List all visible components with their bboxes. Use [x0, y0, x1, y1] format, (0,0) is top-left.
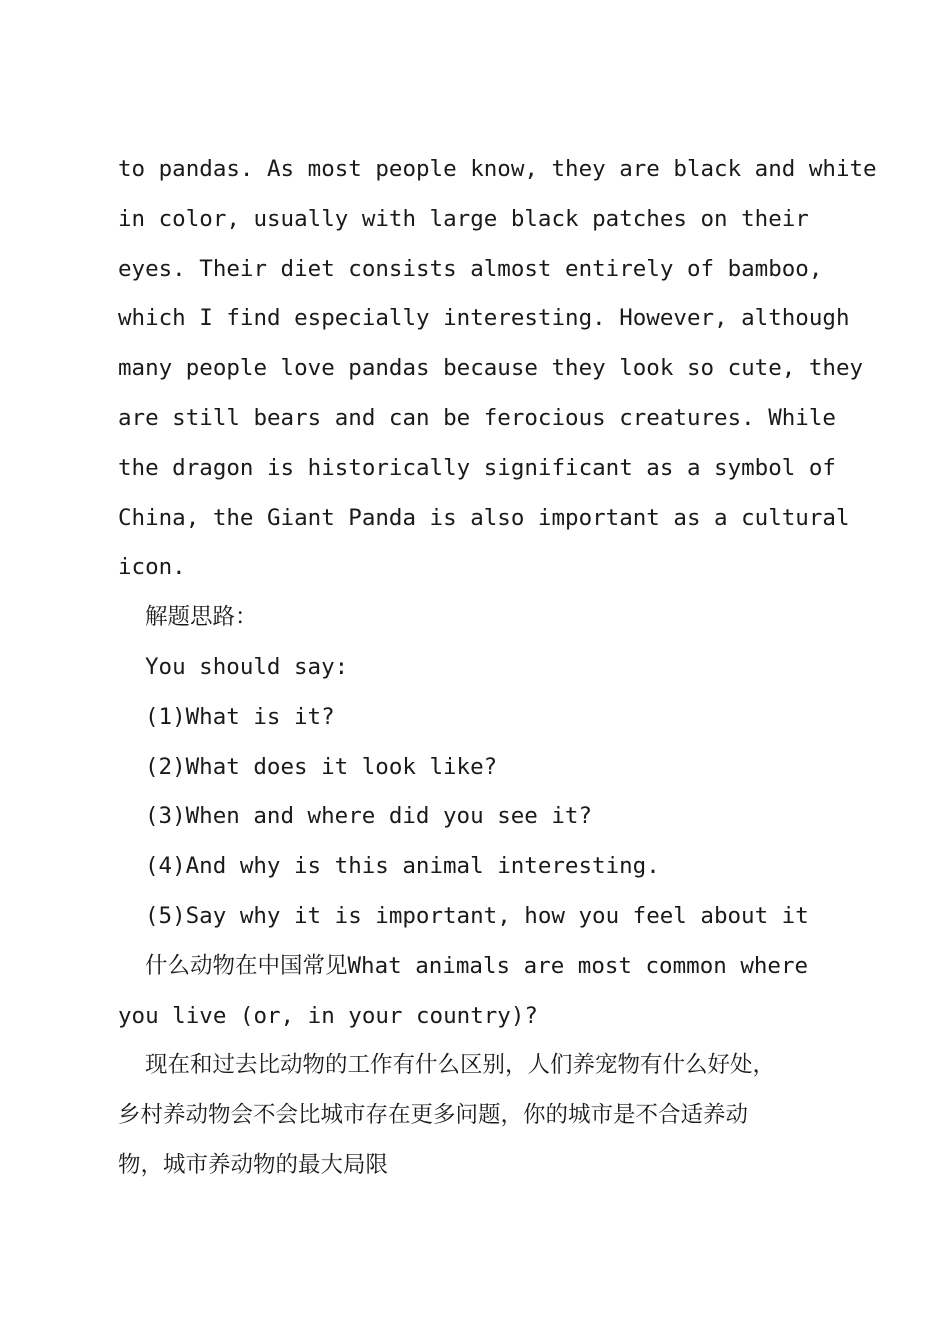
- paragraph-panda-description: [118, 145, 877, 593]
- question-list: [118, 693, 858, 942]
- paragraph-line: to pandas. As most people know, they are black and white: [118, 156, 877, 182]
- paragraph-line: 乡村养动物会不会比城市存在更多问题，你的城市是不合适养动: [118, 1102, 749, 1129]
- paragraph-line: 什么动物在中国常见What animals are most common where: [145, 952, 809, 979]
- paragraph-line: icon.: [118, 554, 186, 581]
- common-animals-question: [118, 942, 858, 1042]
- paragraph-line: in color, usually with large black patches on their: [118, 205, 809, 232]
- list-item: (1)What is it?: [145, 703, 335, 730]
- paragraph-line: the dragon is historically significant as a symbol of: [118, 454, 836, 481]
- section-heading: 解题思路：: [145, 604, 258, 631]
- list-item: (3)When and where did you see it?: [145, 803, 593, 830]
- chinese-question-paragraph: [118, 1041, 858, 1190]
- paragraph-line: you live (or, in your country)?: [118, 1002, 538, 1029]
- paragraph-line: many people love pandas because they look so cute, they: [118, 355, 864, 382]
- list-item: (5)Say why it is important, how you feel about it: [145, 902, 809, 929]
- paragraph-line: are still bears and can be ferocious creatures. While: [118, 404, 836, 431]
- document-body: [118, 145, 877, 1191]
- prompt-intro: You should say:: [145, 653, 349, 680]
- paragraph-line: eyes. Their diet consists almost entirely of bamboo,: [118, 255, 823, 282]
- list-item: (2)What does it look like?: [145, 753, 498, 780]
- paragraph-line: 物，城市养动物的最大局限: [118, 1151, 389, 1178]
- paragraph-line: 现在和过去比动物的工作有什么区别，人们养宠物有什么好处，: [145, 1052, 776, 1079]
- list-item: (4)And why is this animal interesting.: [145, 853, 660, 880]
- paragraph-line: which I find especially interesting. However, although: [118, 305, 850, 332]
- paragraph-line: China, the Giant Panda is also important as a cultural: [118, 504, 850, 531]
